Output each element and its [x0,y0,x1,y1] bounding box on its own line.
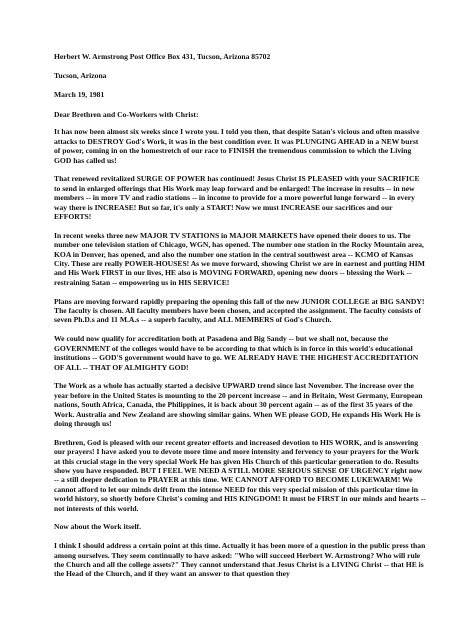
spacer [54,81,426,91]
paragraph-8: Now about the Work itself. [54,522,141,532]
paragraph-1: It has now been almost six weeks since I wrote you. I told you then, that despite Satan's vicious and often massive attacks to DESTROY God's Work, it was in the best condition ever. It was PLUNGING AHEAD in a NEW burst of power, coming in on the homestretch of our race to FINISH the tremendous commission to which the Living GOD has called us! [54,127,420,165]
paragraph-5: We could now qualify for accreditation both at Pasadena and Big Sandy -- but we shall not, because the GOVERNMENT of the colleges would have to be according to that which is in force in this world's educational institutions -- GOD'S government would have to go. WE ALREADY HAVE THE HIGHEST ACCREDITATION OF ALL -- THAT OF ALMIGHTY GOD! [54,334,419,372]
paragraph-9: I think I should address a certain point at this time. Actually it has been more of a question in the public press than among ourselves. They seem continually to have asked: "Who will succeed Herbert W. Armstrong? Who will rule the Church and all the college assets?" They cannot understand that Jesus Christ is a LIVING Christ -- that HE is the Head of the Church, and if they want an answer to that question they [54,541,426,579]
paragraph-3: In recent weeks three new MAJOR TV STATIONS in MAJOR MARKETS have opened their doors to us. The number one television station of Chicago, WGN, has opened. The number one station in the Rocky Mountain area, KOA in Denver, has opened, and also the number one station in the central southwest area -- KCMO of Kansas City. These are really POWER-HOUSES! As we move forward, showing Christ we are in earnest and putting HIM and His Work FIRST in our lives, HE also is MOVING FORWARD, opening new doors -- blessing the Work -- restraining Satan -- empowering us in HIS SERVICE! [54,230,425,287]
letter-location: Tucson, Arizona [54,71,107,81]
letter-salutation: Dear Brethren and Co-Workers with Christ: [54,109,199,119]
letter-date: March 19, 1981 [54,90,105,100]
paragraph-4: Plans are moving forward rapidly preparing the opening this fall of the new JUNIOR COLLEGE at BIG SANDY! The faculty is chosen. All faculty members have been chosen, and accepted the assignment. The faculty consists of seven Ph.D.s and 11 M.A.s -- a superb faculty, and ALL MEMBERS of God's Church. [54,296,425,325]
paragraph-7: Brethren, God is pleased with our recent greater efforts and increased devotion to HIS WORK, and is answering our prayers! I have asked you to devote more time and more intensity and fervency to your prayers for the Work at this crucial stage in the very special Work He has given His Church of this particular generation to do. Results show you have responded. BUT I FEEL WE NEED A STILL MORE SERIOUS SENSE OF URGENCY right now -- a still deeper dedication to PRAYER at this time. WE CANNOT AFFORD TO BECOME LUKEWARM! We cannot afford to let our minds drift from the intense NEED for this very special mission of this particular time in world history, so shortly before Christ's coming and HIS KINGDOM! It must be FIRST in our minds and hearts -- not interests of this world. [54,437,426,513]
letter-header: Herbert W. Armstrong Post Office Box 431, Tucson, Arizona 85702 [54,52,271,61]
letter-body [54,52,426,588]
paragraph-2: That renewed revitalized SURGE OF POWER has continued! Jesus Christ IS PLEASED with your SACRIFICE to send in enlarged offerings that His Work may leap forward and be enlarged! The increase in results -- in new members -- in more TV and radio stations -- in income to provide for a more powerful lunge forward -- in every way there is INCREASE! But so far, it's only a START! Now we must INCREASE our sacrifices and our EFFORTS! [54,174,420,222]
spacer [54,119,426,127]
paragraph-6: The Work as a whole has actually started a decisive UPWARD trend since last November. The increase over the year before in the United States is mounting to the 20 percent increase -- and in Britain, West Germany, European nations, South Africa, Canada, the Philippines, it is back about 30 percent again -- as of the first 35 years of the Work. Australia and New Zealand are showing similar gains. When WE please GOD, He expands His Work He is doing through us! [54,381,423,428]
spacer [54,100,426,110]
spacer [54,61,426,71]
